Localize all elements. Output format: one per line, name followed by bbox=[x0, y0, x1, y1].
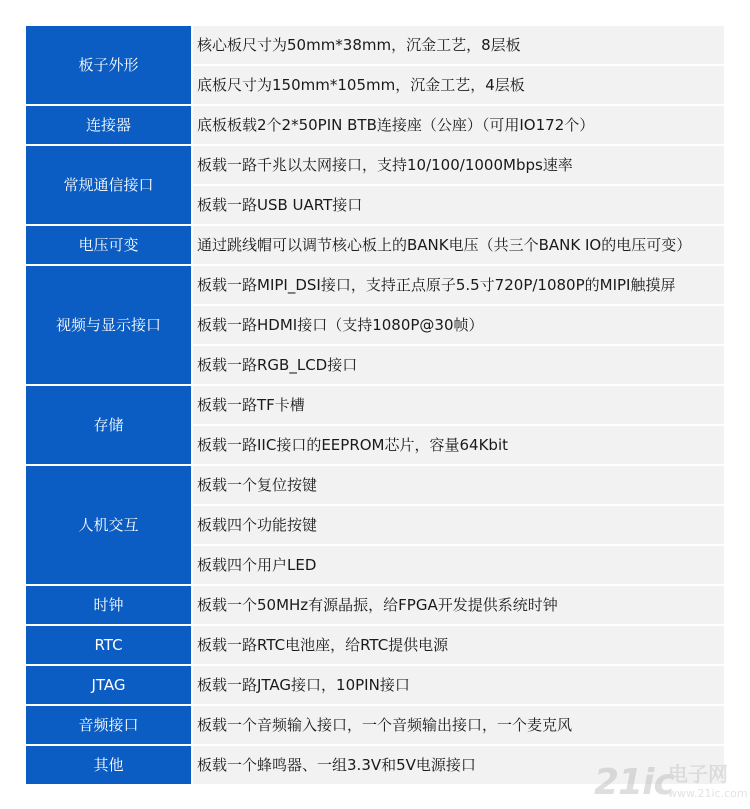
description-cell: 板载四个功能按键 bbox=[192, 505, 724, 545]
description-cell: 板载一路千兆以太网接口，支持10/100/1000Mbps速率 bbox=[192, 145, 724, 185]
table-row bbox=[26, 665, 724, 705]
category-cell: 其他 bbox=[26, 745, 192, 785]
table-row bbox=[26, 265, 724, 305]
table-row bbox=[26, 385, 724, 425]
description-cell: 板载四个用户LED bbox=[192, 545, 724, 585]
table-row bbox=[26, 26, 724, 65]
table-row bbox=[26, 625, 724, 665]
description-cell: 板载一路IIC接口的EEPROM芯片，容量64Kbit bbox=[192, 425, 724, 465]
table-row bbox=[26, 705, 724, 745]
category-cell: 人机交互 bbox=[26, 465, 192, 585]
table-row bbox=[26, 225, 724, 265]
category-cell: 连接器 bbox=[26, 105, 192, 145]
watermark-text: 电子网 bbox=[668, 762, 728, 786]
watermark bbox=[594, 762, 748, 805]
category-cell: JTAG bbox=[26, 665, 192, 705]
category-cell: RTC bbox=[26, 625, 192, 665]
category-cell: 视频与显示接口 bbox=[26, 265, 192, 385]
watermark-url: www.21ic.com bbox=[668, 787, 748, 800]
table-row bbox=[26, 145, 724, 185]
category-cell: 电压可变 bbox=[26, 225, 192, 265]
description-cell: 板载一路TF卡槽 bbox=[192, 385, 724, 425]
table-row bbox=[26, 585, 724, 625]
description-cell: 板载一路USB UART接口 bbox=[192, 185, 724, 225]
description-cell: 板载一路RGB_LCD接口 bbox=[192, 345, 724, 385]
category-cell: 音频接口 bbox=[26, 705, 192, 745]
spec-table bbox=[26, 26, 724, 786]
description-cell: 板载一路HDMI接口（支持1080P@30帧） bbox=[192, 305, 724, 345]
watermark-logo: 21ic bbox=[594, 762, 674, 803]
category-cell: 板子外形 bbox=[26, 26, 192, 105]
description-cell: 板载一路JTAG接口，10PIN接口 bbox=[192, 665, 724, 705]
description-cell: 板载一个音频输入接口，一个音频输出接口，一个麦克风 bbox=[192, 705, 724, 745]
description-cell: 板载一路RTC电池座，给RTC提供电源 bbox=[192, 625, 724, 665]
description-cell: 底板尺寸为150mm*105mm，沉金工艺，4层板 bbox=[192, 65, 724, 105]
spec-table-body bbox=[26, 26, 724, 785]
description-cell: 通过跳线帽可以调节核心板上的BANK电压（共三个BANK IO的电压可变） bbox=[192, 225, 724, 265]
description-cell: 板载一个蜂鸣器、一组3.3V和5V电源接口 bbox=[192, 745, 724, 785]
description-cell: 板载一个复位按键 bbox=[192, 465, 724, 505]
table-row bbox=[26, 465, 724, 505]
table-row bbox=[26, 105, 724, 145]
description-cell: 底板板载2个2*50PIN BTB连接座（公座）（可用IO172个） bbox=[192, 105, 724, 145]
description-cell: 板载一路MIPI_DSI接口，支持正点原子5.5寸720P/1080P的MIPI触摸屏 bbox=[192, 265, 724, 305]
category-cell: 存储 bbox=[26, 385, 192, 465]
description-cell: 板载一个50MHz有源晶振，给FPGA开发提供系统时钟 bbox=[192, 585, 724, 625]
category-cell: 时钟 bbox=[26, 585, 192, 625]
description-cell: 核心板尺寸为50mm*38mm，沉金工艺，8层板 bbox=[192, 26, 724, 65]
category-cell: 常规通信接口 bbox=[26, 145, 192, 225]
